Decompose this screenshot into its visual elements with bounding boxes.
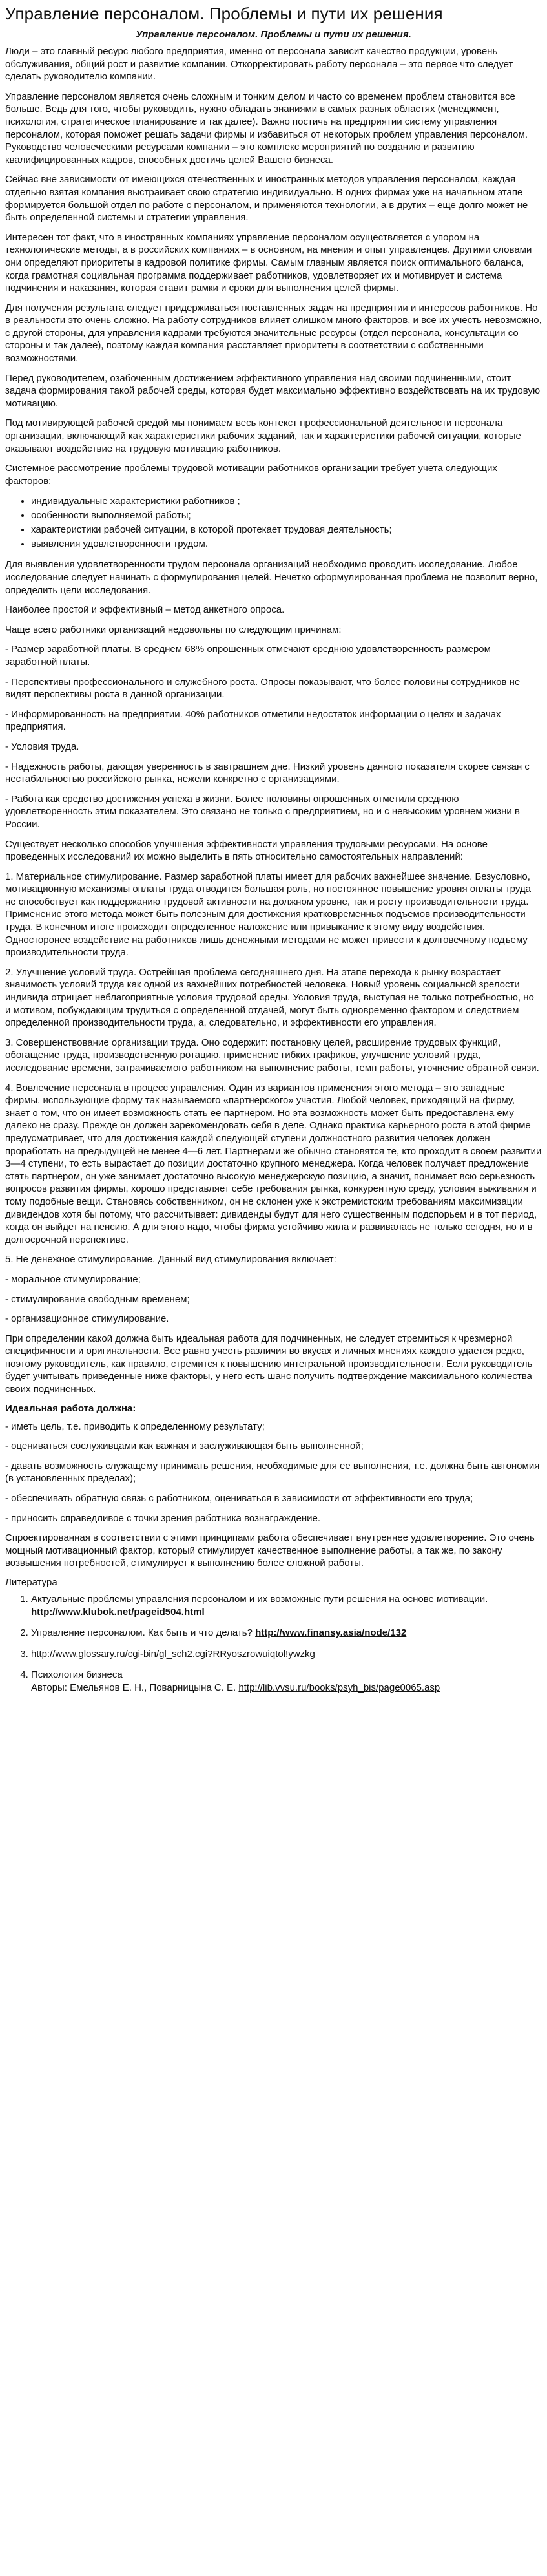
paragraph: Чаще всего работники организаций недовольны по следующим причинам: [5,624,342,635]
paragraph: Перед руководителем, озабоченным достижением эффективного управления над своими подчиненными, стоит задача формирования такой рабочей среды, которая будет максимально эффективно воздействовать на их трудовую мотивацию. [5,372,541,409]
literature-link[interactable]: http://www.klubok.net/pageid504.html [31,1606,205,1618]
paragraph: - оцениваться сослуживцами как важная и заслуживающая быть выполненной; [5,1441,364,1452]
paragraph: - организационное стимулирование. [5,1313,169,1325]
page-title: Управление персоналом. Проблемы и пути их решения [5,4,443,23]
paragraph: 2. Улучшение условий труда. Острейшая проблема сегодняшнего дня. На этапе перехода к рынку возрастает значимость условий труда как одной из важнейших потребностей человека. Новый уровень социальной зрелости индивида отрицает неблагоприятные условия трудовой среды. Условия труда, выступая не только потребностью, но и мотивом, побуждающим трудиться с определенной отдачей, могут быть одновременно фактором и следствием определенной производительности труда, а, следовательно, и эффективности его управления. [5,966,534,1029]
literature-text: Авторы: Емельянов Е. Н., Поварницына С. Е. [31,1682,239,1693]
paragraph: - приносить справедливое с точки зрения работника вознаграждение. [5,1512,320,1524]
paragraph: Сейчас вне зависимости от имеющихся отечественных и иностранных методов управления персоналом, каждая отдельно взятая компания выстраивает свою стратегию индивидуально. В одних фирмах уже на начальном этапе формируется большой отдел по работе с персоналом, и применяются технологии, а в других – еще долго может не быть определенной системы и стратегии управления. [5,174,528,224]
paragraph: При определении какой должна быть идеальная работа для подчиненных, не следует стремиться к чрезмерной специфичности и оригинальности. Все равно учесть различия во вкусах и личных мнениях каждого удается редко, поэтому руководитель, как правило, стремится к повышению интегральной производительности. Если руководитель будет учитывать приведенные ниже факторы, у него есть шанс получить подтверждение максимального количества своих подчиненных. [5,1333,533,1395]
paragraph: - иметь цель, т.е. приводить к определенному результату; [5,1420,265,1432]
literature-text: Актуальные проблемы управления персоналом и их возможные пути решения на основе мотивации. [31,1594,488,1605]
paragraph: 5. Не денежное стимулирование. Данный вид стимулирования включает: [5,1254,336,1265]
methods-section [5,558,542,1395]
paragraph: Для выявления удовлетворенности трудом персонала организаций необходимо проводить исследование. Любое исследование следует начинать с формулирования целей. Нечетко сформулированная проблема не позволит верно, определить цели исследования. [5,559,538,596]
paragraph: - моральное стимулирование; [5,1273,141,1285]
literature-text: Управление персоналом. Как быть и что делать? [31,1627,256,1639]
article-subtitle: Управление персоналом. Проблемы и пути их решения. [136,29,411,40]
literature-link[interactable]: http://www.finansy.asia/node/132 [255,1627,407,1639]
paragraph: Управление персоналом является очень сложным и тонким делом и часто со временем проблем становится все больше. Ведь для того, чтобы руководить, нужно обладать знаниями в самых разных областях (менеджмент, психология, стратегическое планирование и так далее). Важно постичь на предприятии систему управления персоналом, которая поможет решать задачи фирмы и избавиться от некоторых проблем управления персоналом. Руководство человеческими ресурсами компании – это комплекс мероприятий по созданию и развитию квалифицированных кадров, способных достичь целей Вашего бизнеса. [5,90,528,165]
factor-item: • индивидуальные характеристики работников ; [31,494,542,509]
paragraph: Существует несколько способов улучшения эффективности управления трудовыми ресурсами. На основе проведенных исследований их можно выделить в пять относительно самостоятельных направлений: [5,838,488,863]
paragraph: - Информированность на предприятии. 40% работников отметили недостаток информации о целях и задачах предприятия. [5,708,501,733]
literature-item [31,1593,542,1618]
factors-list [5,494,542,551]
paragraph: - Условия труда. [5,741,79,752]
paragraph: Под мотивирующей рабочей средой мы понимаем весь контекст профессиональной деятельности персонала организации, включающий как характеристики рабочих заданий, так и характеристики рабочей ситуации, которые оказывают воздействие на трудовую мотивацию работников. [5,417,521,454]
paragraph: - Размер заработной платы. В среднем 68% опрошенных отмечают среднюю удовлетворенность размером заработной платы. [5,644,491,668]
paragraph: Интересен тот факт, что в иностранных компаниях управление персоналом осуществляется с упором на технологические методы, а в российских компаниях – в основном, на мнения и опыт управленцев. Другими словами они определяют приоритеты в кадровой политике фирмы. Самым главным является поиск оптимального баланса, когда грамотная социальная программа поддерживает работников, удовлетворяет их и мотивирует и система подчинения и наказания, которая ставит рамки и сроки для выполнения целей фирмы. [5,231,532,294]
intro-section [5,45,542,487]
paragraph: - Надежность работы, дающая уверенность в завтрашнем дне. Низкий уровень данного показателя скорее связан с нестабильностью российского рынка, нежели конкретно с организациями. [5,761,530,785]
factor-item: • характеристики рабочей ситуации, в которой протекает трудовая деятельность; [31,523,542,537]
paragraph: - давать возможность служащему принимать решения, необходимые для ее выполнения, т.е. должна быть автономия (в установленных пределах); [5,1460,540,1484]
paragraph: Спроектированная в соответствии с этими принципами работа обеспечивает внутреннее удовлетворение. Это очень мощный мотивационный фактор, который стимулирует качественное выполнение работы, а так же, по закону возвышения потребностей, стимулирует к выполнению более сложной работы. [5,1532,535,1569]
paragraph: Для получения результата следует придерживаться поставленных задач на предприятии и интересов работников. Но в реальности это очень сложно. На работу сотрудников влияет слишком много факторов, и все их учесть невозможно, с другой стороны, для управления кадрами требуются значительные ресурсы (отдел персонала, консультации со стороны и так далее), поэтому каждая компания расставляет приоритеты в соответствии с собственными возможностями. [5,302,542,364]
literature-list [5,1593,542,1694]
literature-item [31,1669,542,1694]
article-page [0,4,547,1694]
paragraph: - стимулирование свободным временем; [5,1293,190,1305]
literature-heading: Литература [5,1577,57,1588]
literature-item [31,1627,542,1640]
paragraph: 3. Совершенствование организации труда. Оно содержит: постановку целей, расширение трудовых функций, обогащение труда, производственную ротацию, применение гибких графиков, улучшение условий труда, исследование времени, затрачиваемого работником на выполнение работы, темп работы, уточнение обратной связи. [5,1037,539,1073]
ideal-work-heading: Идеальная работа должна: [5,1402,136,1414]
paragraph: Люди – это главный ресурс любого предприятия, именно от персонала зависит качество продукции, уровень обслуживания, общий рост и развитие компании. Откорректировать работу персонала – это первое что следует сделать руководителю компании. [5,46,513,83]
paragraph: Наиболее простой и эффективный – метод анкетного опроса. [5,604,285,616]
paragraph: - Перспективы профессионального и служебного роста. Опросы показывают, что более половины сотрудников не видят перспективы роста в данной организации. [5,676,521,701]
literature-text: Психология бизнеса [31,1669,123,1681]
paragraph: 4. Вовлечение персонала в процесс управления. Один из вариантов применения этого метода – это западные фирмы, использующие форму так называемого «партнерского» участия. Любой человек, приходящий на фирму, знает о том, что он имеет возможность стать ее партнером. Но эта возможность может быть предоставлена ему далеко не сразу. Прежде он должен зарекомендовать себя в деле. Однако практика карьерного роста в этой фирме предусматривает, что для достижения каждой следующей ступени должностного развития человек должен проработать на предыдущей не менее 4—6 лет. Партнерами же обычно становятся те, кто проходит в своем развитии 3—4 ступени, то есть вырастает до позиции достаточно крупного менеджера. Когда человек получает предложение стать партнером, он уже занимает достаточно высокую менеджерскую позицию, а значит, понимает всю серьезность вопросов развития фирмы, хорошо представляет себе требования рынка, конкурентную среду, условия выживания и тому подобные вещи. Становясь собственником, он не склонен уже к экстремистским требованиям максимизации дивидендов хотя бы потому, что рассчитывает: дивиденды будут для него существенным подспорьем и в тот период, когда он выйдет на пенсию. А для этого надо, чтобы фирма устойчиво жила и развивалась не только сегодня, но и в долгосрочной перспективе. [5,1082,542,1245]
literature-link[interactable]: http://lib.vvsu.ru/books/psyh_bis/page0065.asp [238,1682,440,1693]
ideal-work-section [5,1420,542,1570]
paragraph: Системное рассмотрение проблемы трудовой мотивации работников организации требует учета следующих факторов: [5,463,497,487]
literature-item [31,1648,542,1661]
paragraph: 1. Материальное стимулирование. Размер заработной платы имеет для рабочих важнейшее значение. Безусловно, мотивационную механизмы оплаты труда отводится большая роль, но постоянное повышение уровня оплаты труда не способствует как поддержанию трудовой активности на должном уровне, так и росту производительности труда. Применение этого метода может быть полезным для достижения кратковременных подъемов производительности труда. В конечном итоге происходит определенное наложение или привыкание к этому виду воздействия. Односторонее воздействие на работников лишь денежными методами не может привести к долговечному подъему производительности труда. [5,871,531,958]
factor-item: • выявления удовлетворенности трудом. [31,537,542,551]
factor-item: • особенности выполняемой работы; [31,509,542,523]
paragraph: - обеспечивать обратную связь с работником, оцениваться в зависимости от эффективности его труда; [5,1493,473,1504]
literature-link[interactable]: http://www.glossary.ru/cgi-bin/gl_sch2.cgi?RRyoszrowuiqtol!ywzkg [31,1648,315,1660]
paragraph: - Работа как средство достижения успеха в жизни. Более половины опрошенных отметили среднюю удовлетворенность этим показателем. Это связано не только с предприятием, но и с невысоким уровнем жизни в России. [5,793,520,830]
